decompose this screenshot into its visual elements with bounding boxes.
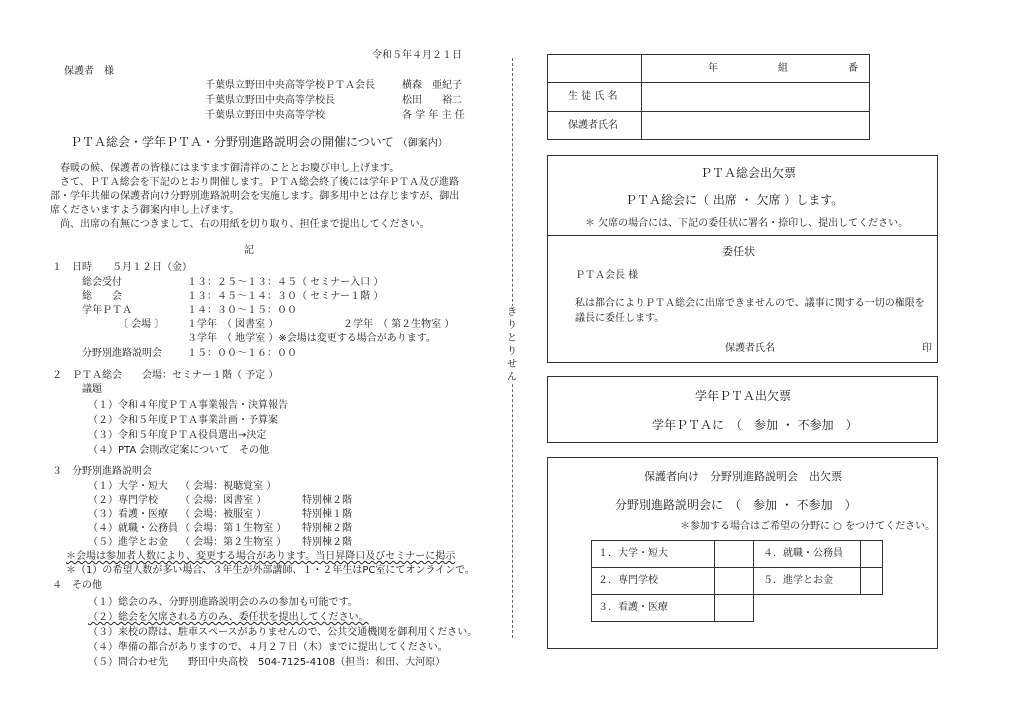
student-name-label: 生 徒 氏 名 xyxy=(568,91,618,102)
proxy-addressee: ＰＴＡ会長 様 xyxy=(575,270,639,281)
field-option-circle-cell[interactable] xyxy=(714,540,754,568)
field-option-label: ３．看護・医療 xyxy=(598,602,668,613)
intro-line: 春暖の候、保護者の皆様にはますます御清祥のこととお慶び申し上げます。 xyxy=(60,163,400,174)
guidance-venue: （ 会場：第１生物室 ） xyxy=(180,523,287,534)
grade-pta-title: 学年ＰＴＡ出欠票 xyxy=(695,389,792,403)
agenda-item: （３）令和５年度ＰＴＡ役員選出→決定 xyxy=(88,430,267,441)
addressee: 保護者 様 xyxy=(64,66,114,77)
guidance-note: ＊（1）の希望人数が多い場合、３年生が外部講師、１・２年生はPC室にてオンラインで。 xyxy=(66,565,475,576)
guidance-building: 特別棟２階 xyxy=(302,495,352,506)
document-title-text: ＰＴＡ総会・学年ＰＴＡ・分野別進路説明会の開催について xyxy=(70,135,394,149)
document-date: 令和５年４月２１日 xyxy=(372,50,462,61)
guidance-field: （１）大学・短大 xyxy=(88,481,168,492)
guidance-field: （３）看護・医療 xyxy=(88,509,168,520)
guidance-building: 特別棟２階 xyxy=(302,537,352,548)
sender-title: 千葉県立野田中央高等学校長 xyxy=(205,95,335,106)
other-item: （５）問合わせ先 野田中央高校 504-7125-4108（担当：和田、大河原） xyxy=(88,657,446,668)
intro-line: 尚、出席の有無につきまして、右の用紙を切り取り、担任まで提出してください。 xyxy=(60,219,430,230)
cut-line-label xyxy=(505,306,519,384)
student-name-field[interactable] xyxy=(642,83,869,110)
attendance-note: ＊ 欠席の場合には、下記の委任状に署名・捺印し、提出してください。 xyxy=(585,218,909,229)
other-item xyxy=(88,612,369,624)
schedule-value: １５：００～１６：００ xyxy=(187,348,297,359)
proxy-body: 私は都合によりＰＴＡ総会に出席できませんので、議事に関する一切の権限を xyxy=(575,298,925,309)
other-item-text: （２）総会を欠席される方のみ、委任状を提出してください。 xyxy=(88,612,369,623)
field-option-circle-cell[interactable] xyxy=(714,594,754,622)
guidance-venue: （ 会場：視聴覚室 ） xyxy=(180,481,277,492)
venue-grade2: ２学年 （ 第２生物室 ） xyxy=(343,319,455,330)
proxy-title: 委任状 xyxy=(722,245,755,258)
guidance-building: 特別棟２階 xyxy=(302,523,352,534)
field-option-circle-cell[interactable] xyxy=(860,567,883,595)
schedule-value: １４：３０～１５：００ xyxy=(187,305,297,316)
field-option-label: ４．就職・公務員 xyxy=(763,548,843,559)
section-heading: ３ 分野別進路説明会 xyxy=(52,466,152,477)
sender-name: 横森 亜紀子 xyxy=(402,80,462,91)
form-divider xyxy=(547,235,938,236)
guidance-field: （５）進学とお金 xyxy=(88,537,168,548)
class-number-header: 年 組 番 xyxy=(708,63,858,74)
guidance-field: （２）専門学校 xyxy=(88,495,158,506)
guidance-venue: （ 会場：図書室 ） xyxy=(180,495,267,506)
schedule-label: 分野別進路説明会 xyxy=(82,348,162,359)
field-option-circle-cell[interactable] xyxy=(714,567,754,595)
venue-grade1: １学年 （ 図書室 ） xyxy=(187,319,279,330)
proxy-signature-field[interactable] xyxy=(785,340,915,356)
agenda-item: （１）令和４年度ＰＴＡ事業報告・決算報告 xyxy=(88,400,288,411)
venue-grade3: ３学年 （ 地学室 ）※会場は変更する場合があります。 xyxy=(187,333,436,344)
other-item: （３）来校の際は、駐車スペースがありませんので、公共交通機関を御利用ください。 xyxy=(88,627,478,638)
cut-label-char: り xyxy=(507,346,517,357)
career-guidance-title: 保護者向け 分野別進路説明会 出欠票 xyxy=(644,470,842,483)
guidance-venue: （ 会場：第２生物室 ） xyxy=(180,537,287,548)
guidance-note: ＊会場は参加者人数により、変更する場合があります。当日昇降口及びセミナーに掲示 xyxy=(66,551,456,562)
section-heading: ４ その他 xyxy=(52,580,102,591)
other-item: （４）準備の都合がありますので、４月２７日（木）までに提出してください。 xyxy=(88,642,448,653)
agenda-heading: 議題 xyxy=(82,384,102,395)
grade-pta-choice[interactable]: 学年ＰＴＡに （ 参加 ・ 不参加 ） xyxy=(652,418,858,432)
cut-label-char: ん xyxy=(507,372,517,383)
sender-name: 各 学 年 主 任 xyxy=(402,110,465,121)
schedule-label: 学年ＰＴＡ xyxy=(82,305,132,316)
guidance-building: 特別棟１階 xyxy=(302,509,352,520)
parent-name-field[interactable] xyxy=(642,112,869,139)
guidance-venue: （ 会場：被服室 ） xyxy=(180,509,267,520)
field-option-label: ２．専門学校 xyxy=(598,575,658,586)
sender-title: 千葉県立野田中央高等学校 xyxy=(205,110,325,121)
field-option-circle-cell[interactable] xyxy=(860,540,883,568)
proxy-body: 議長に委任します。 xyxy=(575,313,665,324)
agenda-item: （４）PTA 会則改定案について その他 xyxy=(88,445,270,456)
field-option-label: ５．進学とお金 xyxy=(763,575,833,586)
cut-label-char: り xyxy=(507,320,517,331)
intro-line: 部・学年共催の保護者向け分野別進路説明会を実施します。御多用中とは存じますが、御出 xyxy=(50,191,460,202)
other-item: （１）総会のみ、分野別進路説明会のみの参加も可能です。 xyxy=(88,597,358,608)
schedule-label: 総会受付 xyxy=(82,277,122,288)
agenda-item: （２）令和５年度ＰＴＡ事業計画・予算案 xyxy=(88,415,278,426)
schedule-value: １３：４５～１４：３０（ セミナー１階 ） xyxy=(187,291,384,302)
schedule-label: 総 会 xyxy=(82,291,122,302)
seal-mark: 印 xyxy=(922,343,932,354)
guidance-field: （４）就職・公務員 xyxy=(88,523,178,534)
section-heading: ２ ＰＴＡ総会 会場：セミナー１階（ 予定 ） xyxy=(52,370,279,381)
attendance-form xyxy=(547,155,938,363)
cut-label-char: と xyxy=(507,333,517,344)
sender-name: 松田 裕二 xyxy=(402,95,462,106)
cut-label-char: き xyxy=(507,307,517,318)
ki-heading: 記 xyxy=(244,245,254,256)
proxy-signature-label: 保護者氏名 xyxy=(725,343,775,354)
sender-title: 千葉県立野田中央高等学校ＰＴＡ会長 xyxy=(205,80,375,91)
document-title xyxy=(70,135,448,150)
cut-label-char: せ xyxy=(507,359,517,370)
parent-name-label: 保護者氏名 xyxy=(568,120,618,131)
grade-pta-form xyxy=(547,376,938,443)
section-heading: １ 日時 ５月１２日（金） xyxy=(52,262,192,273)
attendance-title: ＰＴＡ総会出欠票 xyxy=(700,166,797,180)
schedule-value: １３：２５～１３：４５（ セミナー入口 ） xyxy=(187,277,384,288)
attendance-choice[interactable]: ＰＴＡ総会に（ 出席 ・ 欠席 ）します。 xyxy=(625,193,844,207)
career-guidance-note: ＊参加する場合はご希望の分野に ○ をつけてください。 xyxy=(680,521,936,532)
document-title-note: （御案内） xyxy=(397,138,448,149)
venue-label: 〔 会場 〕 xyxy=(118,319,165,330)
intro-line: さて、ＰＴＡ総会を下記のとおり開催します。ＰＴＡ総会終了後には学年ＰＴＡ及び進路 xyxy=(60,177,459,188)
intro-line: 席くださいますよう御案内申し上げます。 xyxy=(50,205,240,216)
field-option-label: １．大学・短大 xyxy=(598,548,668,559)
career-guidance-choice[interactable]: 分野別進路説明会に （ 参加 ・ 不参加 ） xyxy=(615,498,857,512)
